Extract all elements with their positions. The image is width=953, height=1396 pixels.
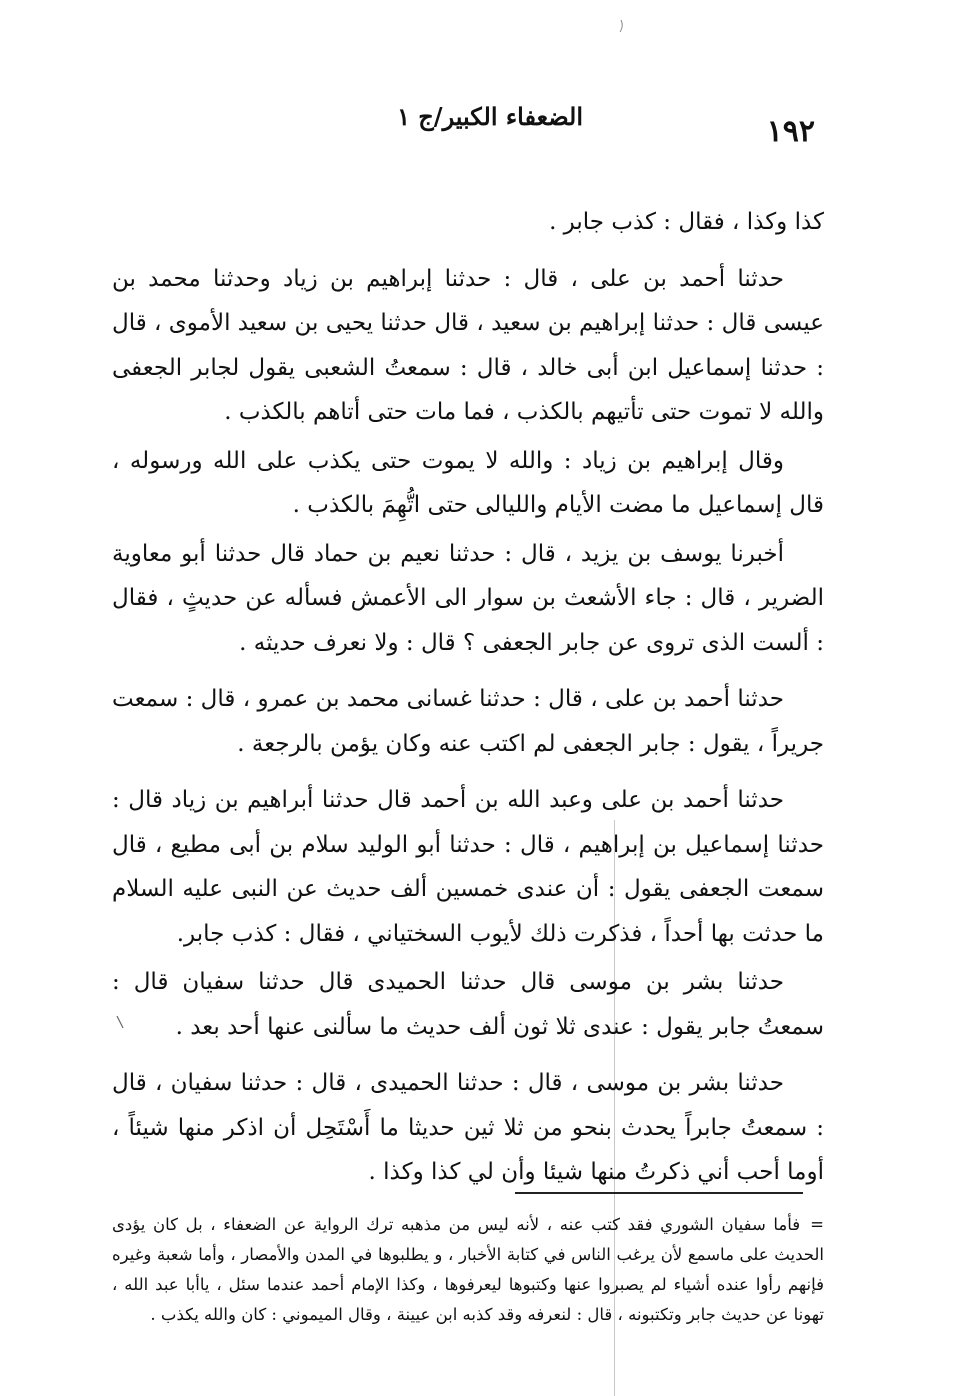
- paragraph-8: حدثنا بشر بن موسى ، قال : حدثنا الحميدى ، قال : حدثنا سفيان ، قال : سمعتُ جابراً يحدث بنحو من ثلا ثين حديثا ما أَسْتَحِل أن اذكر منها شيئاً ، أوما أحب أني ذكرتُ منها شيئا وأن لي كذا وكذا .: [112, 1070, 824, 1185]
- paragraph-1: كذا وكذا ، فقال : كذب جابر .: [549, 209, 824, 235]
- paragraph-5: حدثنا أحمد بن على ، قال : حدثنا غسانى محمد بن عمرو ، قال : سمعت جريراً ، يقول : جابر الجعفى لم اكتب عنه وكان يؤمن بالرجعة .: [112, 686, 824, 757]
- page-header: [100, 100, 853, 150]
- footnote-text: فأما سفيان الشوري فقد كتب عنه ، لأنه ليس من مذهبه ترك الرواية عن الضعفاء ، بل كان يؤدى الحديث على ماسمع لأن يرغب الناس في كتابة الأخبار ، و يطلبوها في المدن والأمصار ، وأما شعبة وغيره فإنهم رأوا عنده أشياء لم يصبروا عنها وكتبوها ليعرفوها ، وكذا الإمام أحمد عندما سئل ، ياأبا عبد الله ، تهونا عن حديث جابر وتكتبونه ، قال : لنعرفه وقد كذبه ابن عيينة ، وقال الميموني : كان والله يكذب .: [112, 1215, 824, 1324]
- footnote-separator: [515, 1192, 803, 1194]
- page-number: ١٩٢: [766, 114, 815, 149]
- paragraph-4: أخبرنا يوسف بن يزيد ، قال : حدثنا نعيم بن حماد قال حدثنا أبو معاوية الضرير ، قال : جاء الأشعث بن سوار الى الأعمش فسأله عن حديثٍ ، فقال : ألست الذى تروى عن جابر الجعفى ؟ قال : ولا نعرف حديثه .: [112, 540, 824, 656]
- running-title: الضعفاء الكبير/ج ١: [397, 102, 583, 131]
- paragraph-6: حدثنا أحمد بن على وعبد الله بن أحمد قال حدثنا أبراهيم بن زياد قال : حدثنا إسماعيل بن إبراهيم ، قال : حدثنا أبو الوليد سلام بن أبى مطيع ، قال سمعت الجعفى يقول : أن عندى خمسين ألف حديث عن النبى عليه السلام ما حدثت بها أحداً ، فذكرت ذلك لأيوب السختياني ، فقال : كذب جابر.: [112, 787, 824, 947]
- paragraph-2: حدثنا أحمد بن على ، قال : حدثنا إبراهيم بن زياد وحدثنا محمد بن عيسى قال : حدثنا إبراهيم بن سعيد ، قال حدثنا يحيى بن سعيد الأموى ، قال : حدثنا إسماعيل ابن أبى خالد ، قال : سمعتُ الشعبى يقول لجابر الجعفى والله لا تموت حتى تأتيهم بالكذب ، فما مات حتى أتاهم بالكذب .: [112, 265, 824, 425]
- footnote-marker: =: [810, 1215, 824, 1234]
- paragraph-3: وقال إبراهيم بن زياد : والله لا يموت حتى يكذب على الله ورسوله ، قال إسماعيل ما مضت الأيام والليالى حتى اتُّهِمَ بالكذب .: [112, 447, 824, 518]
- paragraph-7: حدثنا بشر بن موسى قال حدثنا الحميدى قال حدثنا سفيان قال : سمعتُ جابر يقول : عندى ثلا ثون ألف حديث ما سألنى عنها أحد بعد .: [112, 969, 824, 1040]
- footnote: [112, 1210, 824, 1330]
- main-text: [112, 200, 824, 1195]
